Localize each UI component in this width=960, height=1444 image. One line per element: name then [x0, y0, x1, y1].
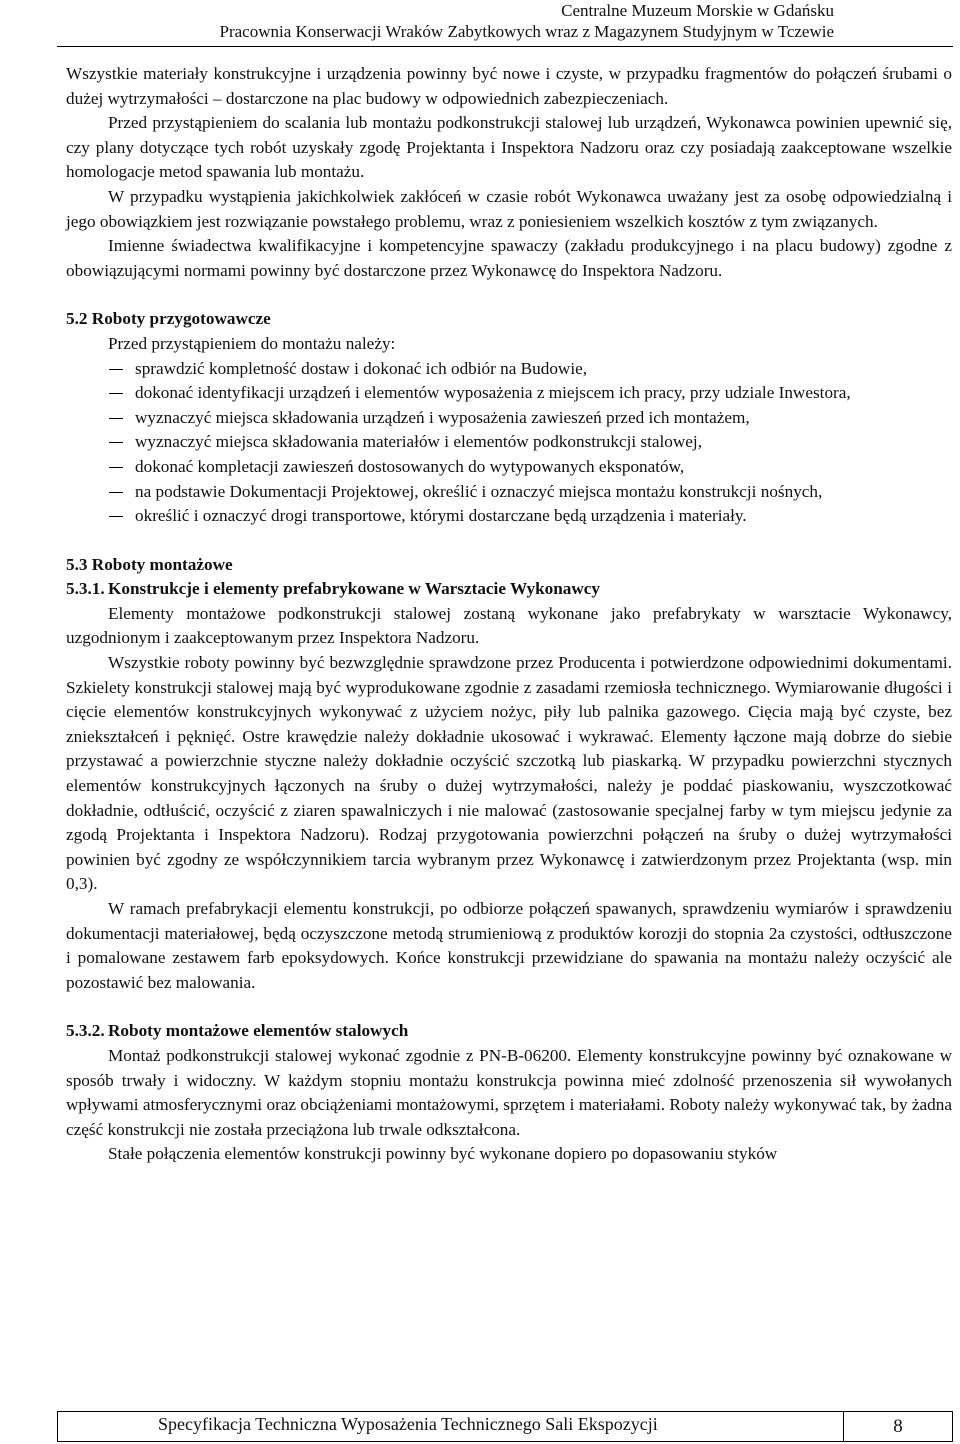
- paragraph: W przypadku wystąpienia jakichkolwiek zakłóceń w czasie robót Wykonawca uważany jest za osobę odpowiedzialną i jego obowiązkiem jest rozwiązanie powstałego problemu, wraz z poniesieniem wszelkich kosztów z tym związanych.: [66, 186, 952, 231]
- section-heading-5-2: 5.2 Roboty przygotowawcze: [66, 309, 271, 329]
- page-number: 8: [843, 1412, 952, 1441]
- section-heading-5-3: 5.3 Roboty montażowe: [66, 554, 233, 574]
- list-item: wyznaczyć miejsca składowania urządzeń i wyposażenia zawieszeń przed ich montażem,: [135, 406, 952, 431]
- header-institution: Centralne Muzeum Morskie w Gdańsku: [561, 1, 834, 20]
- spacer: [66, 995, 952, 1019]
- subsection-title: Roboty montażowe elementów stalowych: [108, 1021, 409, 1041]
- paragraph: Wszystkie materiały konstrukcyjne i urządzenia powinny być nowe i czyste, w przypadku fragmentów do połączeń śrubami o dużej wytrzymałości – dostarczone na plac budowy w odpowiednich zabezpieczeniach.: [66, 64, 952, 108]
- paragraph: Montaż podkonstrukcji stalowej wykonać zgodnie z PN-B-06200. Elementy konstrukcyjne powinny być oznakowane w sposób trwały i widoczny. W każdym stopniu montażu konstrukcja powinna mieć zdolność przenoszenia sił wywołanych wpływami atmosferycznymi oraz obciążeniami montażowymi, sprzętem i materiałami. Roboty należy wykonywać tak, by żadna część konstrukcji nie została przeciążona lub trwale odkształcona.: [66, 1045, 952, 1139]
- subsection-title: Konstrukcje i elementy prefabrykowane w Warsztacie Wykonawcy: [108, 579, 601, 599]
- paragraph: Przed przystąpieniem do scalania lub montażu podkonstrukcji stalowej lub urządzeń, Wykonawca powinien upewnić się, czy plany dotyczące tych robót uzyskały zgodę Projektanta i Inspektora Nadzoru oraz czy posiadają zaakceptowane wszelkie homologacje metod spawania lub montażu.: [66, 113, 952, 182]
- paragraph: Elementy montażowe podkonstrukcji stalowej zostaną wykonane jako prefabrykaty w warsztacie Wykonawcy, uzgodnionym i zaakceptowanym przez Inspektora Nadzoru.: [66, 603, 952, 648]
- list-item: określić i oznaczyć drogi transportowe, którymi dostarczane będą urządzenia i materiały.: [135, 504, 952, 529]
- paragraph: Stałe połączenia elementów konstrukcji powinny być wykonane dopiero po dopasowaniu styków: [108, 1144, 778, 1164]
- paragraph: Wszystkie roboty powinny być bezwzględnie sprawdzone przez Producenta i potwierdzone odpowiednimi dokumentami. Szkielety konstrukcji stalowej mają być wyprodukowane zgodnie z zasadami rzemiosła technicznego. Wymiarowanie długości i cięcie elementów konstrukcyjnych wykonywać z użyciem nożyc, piły lub palnika gazowego. Cięcia mają być czyste, bez zniekształceń i pęknięć. Ostre krawędzie należy dokładnie ukosować i wykrawać. Elementy łączone mają dobrze do siebie przystawać a powierzchnie styczne należy dokładnie oczyścić szczotką lub piaskarką. W przypadku powierzchni stycznych elementów konstrukcyjnych łączonych na śruby o dużej wytrzymałości, należy je poddać piaskowaniu, wyszczotkować dokładnie, odtłuścić, oczyścić z ziaren spawalniczych i nie malować (zastosowanie specjalnej farby w tym miejscu jedynie za zgodą Projektanta i Inspektora Nadzoru). Rodzaj przygotowania powierzchni połączeń na śruby o dużej wytrzymałości powinien być zgodny ze współczynnikiem tarcia wybranym przez Wykonawcę i zatwierdzonym przez Projektanta (wsp. min 0,3).: [66, 653, 952, 894]
- subsection-heading-5-3-1: [66, 577, 952, 602]
- list-item: wyznaczyć miejsca składowania materiałów i elementów podkonstrukcji stalowej,: [135, 430, 952, 455]
- list-item: sprawdzić kompletność dostaw i dokonać ich odbiór na Budowie,: [135, 357, 952, 382]
- subsection-number: 5.3.1.: [66, 579, 105, 599]
- list-item: na podstawie Dokumentacji Projektowej, określić i oznaczyć miejsca montażu konstrukcji nośnych,: [135, 480, 952, 505]
- header-divider: [57, 46, 953, 47]
- section-intro: Przed przystąpieniem do montażu należy:: [108, 333, 396, 353]
- footer-title: Specyfikacja Techniczna Wyposażenia Technicznego Sali Ekspozycji: [158, 1414, 658, 1434]
- paragraph: Imienne świadectwa kwalifikacyjne i kompetencyjne spawaczy (zakładu produkcyjnego i na placu budowy) zgodne z obowiązującymi normami powinny być dostarczone przez Wykonawcę do Inspektora Nadzoru.: [66, 236, 952, 280]
- spacer: [66, 529, 952, 553]
- page-footer: [57, 1411, 953, 1442]
- list-item: dokonać identyfikacji urządzeń i elementów wyposażenia z miejscem ich pracy, przy udziale Inwestora,: [135, 381, 952, 406]
- page-header: [220, 0, 835, 42]
- document-body: [66, 62, 952, 1167]
- preparation-list: [66, 357, 952, 529]
- subsection-heading-5-3-2: [66, 1019, 952, 1044]
- header-department: Pracownia Konserwacji Wraków Zabytkowych wraz z Magazynem Studyjnym w Tczewie: [219, 22, 834, 41]
- list-item: dokonać kompletacji zawieszeń dostosowanych do wytypowanych eksponatów,: [135, 455, 952, 480]
- paragraph: W ramach prefabrykacji elementu konstrukcji, po odbiorze połączeń spawanych, sprawdzeniu wymiarów i sprawdzeniu dokumentacji materiałowej, będą oczyszczone metodą strumieniową z produktów korozji do stopnia 2a czystości, odtłuszczone i pomalowane zestawem farb epoksydowych. Końce konstrukcji przewidziane do spawania na montażu należy oczyścić ale pozostawić bez malowania.: [66, 899, 952, 992]
- spacer: [66, 283, 952, 307]
- subsection-number: 5.3.2.: [66, 1021, 105, 1041]
